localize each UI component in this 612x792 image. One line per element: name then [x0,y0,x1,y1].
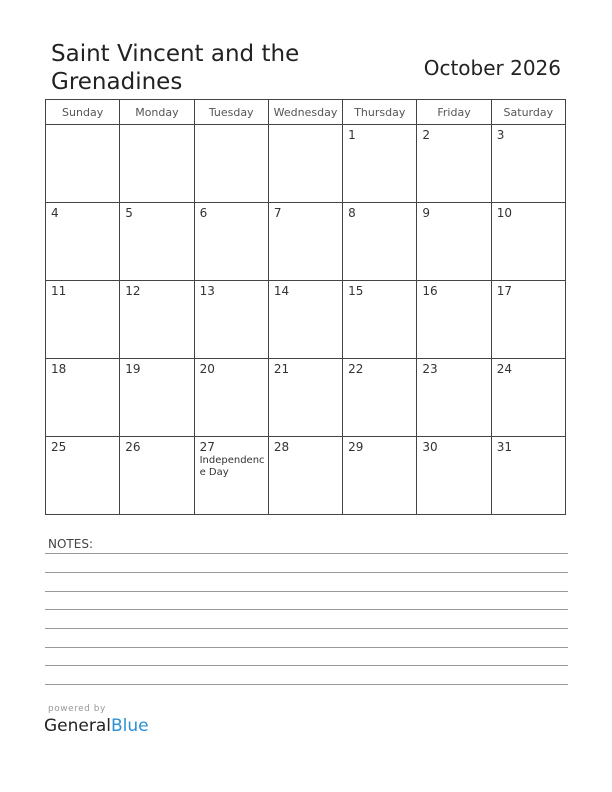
day-number: 15 [348,284,364,298]
brand-blue: Blue [111,716,149,736]
calendar-title [51,40,381,96]
day-cell-17 [491,281,565,359]
day-cell-22 [343,359,417,437]
calendar-body [46,125,566,515]
note-line [45,647,568,648]
day-number: 1 [348,128,356,142]
day-cell-9 [417,203,491,281]
note-line [45,684,568,685]
day-number: 17 [496,284,512,298]
empty-day-cell [46,125,120,203]
day-cell-20 [194,359,268,437]
day-cell-4 [46,203,120,281]
day-number: 19 [125,362,141,376]
calendar-week-row [46,437,566,515]
day-number: 26 [125,440,141,454]
day-number: 24 [496,362,512,376]
calendar-grid [45,99,566,515]
day-cell-27 [194,437,268,515]
calendar-week-row [46,359,566,437]
weekday-saturday: Saturday [491,100,565,125]
day-cell-13 [194,281,268,359]
day-cell-10 [491,203,565,281]
day-number: 30 [422,440,438,454]
note-line [45,572,568,573]
empty-day-cell [194,125,268,203]
brand-general: General [44,716,111,736]
day-number: 18 [51,362,67,376]
day-number: 11 [51,284,67,298]
day-number: 4 [51,206,59,220]
day-number: 25 [51,440,67,454]
day-number: 20 [199,362,215,376]
calendar-week-row [46,281,566,359]
day-cell-26 [120,437,194,515]
day-number: 9 [422,206,431,220]
day-cell-8 [343,203,417,281]
title-line-1: Saint Vincent and the [51,41,300,67]
month-label: October 2026 [423,56,561,80]
day-number: 29 [348,440,364,454]
day-cell-1 [343,125,417,203]
day-cell-18 [46,359,120,437]
day-cell-23 [417,359,491,437]
day-cell-12 [120,281,194,359]
day-cell-15 [343,281,417,359]
holiday-event: Independence Day [199,455,265,478]
empty-day-cell [120,125,194,203]
day-cell-2 [417,125,491,203]
day-cell-31 [491,437,565,515]
day-cell-5 [120,203,194,281]
day-cell-25 [46,437,120,515]
note-line [45,591,568,592]
day-number: 3 [496,128,505,142]
day-number: 2 [422,128,431,142]
day-number: 8 [348,206,356,220]
weekday-tuesday: Tuesday [194,100,268,125]
day-cell-6 [194,203,268,281]
weekday-thursday: Thursday [343,100,417,125]
day-cell-14 [268,281,342,359]
notes-label: NOTES: [48,537,93,551]
weekday-header-row [46,100,566,125]
day-cell-29 [343,437,417,515]
empty-day-cell [268,125,342,203]
calendar-week-row [46,203,566,281]
calendar-week-row [46,125,566,203]
weekday-monday: Monday [120,100,194,125]
weekday-sunday: Sunday [46,100,120,125]
note-line [45,609,568,610]
note-line [45,553,568,554]
day-cell-7 [268,203,342,281]
day-number: 12 [125,284,141,298]
weekday-friday: Friday [417,100,491,125]
day-number: 14 [273,284,290,298]
day-cell-11 [46,281,120,359]
day-number: 22 [348,362,364,376]
day-number: 27 [199,440,215,454]
day-cell-3 [491,125,565,203]
day-cell-28 [268,437,342,515]
day-number: 6 [199,206,208,220]
day-number: 13 [199,284,215,298]
day-cell-21 [268,359,342,437]
day-number: 7 [273,206,282,220]
day-number: 10 [496,206,512,220]
powered-by-text: powered by [48,704,106,714]
day-number: 5 [125,206,133,220]
day-cell-16 [417,281,491,359]
day-cell-19 [120,359,194,437]
weekday-wednesday: Wednesday [268,100,342,125]
note-line [45,628,568,629]
day-cell-24 [491,359,565,437]
day-number: 28 [273,440,290,454]
title-line-2: Grenadines [51,69,183,95]
day-number: 16 [422,284,438,298]
day-number: 21 [273,362,290,376]
generalblue-logo[interactable] [44,716,149,736]
note-line [45,665,568,666]
day-number: 31 [496,440,512,454]
day-number: 23 [422,362,438,376]
day-cell-30 [417,437,491,515]
